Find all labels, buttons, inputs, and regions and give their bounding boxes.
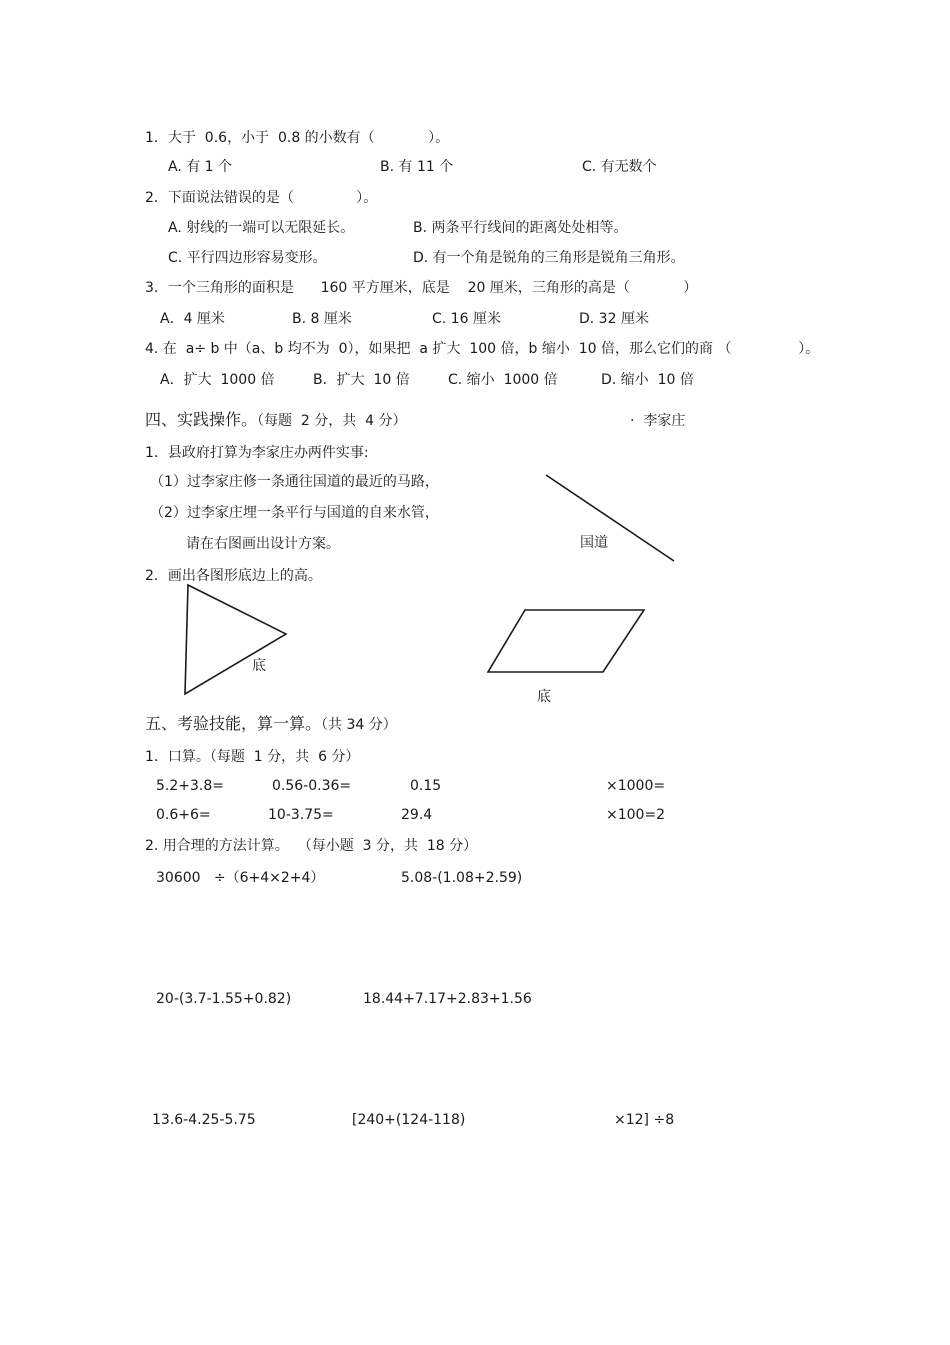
- q2-option-d: D. 有一个角是锐角的三角形是锐角三角形。: [413, 250, 685, 266]
- mental-math-item: 0.6+6=: [156, 807, 211, 823]
- part4-q1-intro: 1．县政府打算为李家庄办两件实事:: [145, 445, 369, 461]
- q3-option-d: D. 32 厘米: [579, 311, 649, 327]
- triangle-base-label: 底: [252, 658, 266, 674]
- part4-q1-instruction: 请在右图画出设计方案。: [186, 536, 340, 552]
- q1-option-c: C. 有无数个: [582, 159, 657, 175]
- mental-math-item: 29.4: [401, 807, 433, 823]
- part4-heading: [145, 410, 407, 431]
- calculation-item: 5.08-(1.08+2.59): [401, 870, 523, 886]
- part5-title: 五、考验技能，算一算。: [145, 714, 322, 733]
- national-road-line: [540, 470, 680, 566]
- q4-option-c: C. 缩小 1000 倍: [448, 372, 558, 388]
- q1-option-a: A. 有 1 个: [168, 159, 233, 175]
- part5-heading: [145, 714, 397, 735]
- part4-score: （每题 2 分，共 4 分）: [257, 413, 407, 429]
- q3-option-c: C. 16 厘米: [432, 311, 501, 327]
- q3-option-a: A．4 厘米: [160, 311, 225, 327]
- part4-title: 四、实践操作。: [145, 410, 258, 429]
- parallelogram-figure: [484, 604, 650, 678]
- part5-score: （共 34 分）: [321, 717, 397, 733]
- q1-option-b: B. 有 11 个: [380, 159, 454, 175]
- village-label: · 李家庄: [630, 413, 686, 429]
- calculation-item: 30600 ÷（6+4×2+4）: [156, 870, 325, 886]
- triangle-figure: [180, 580, 292, 700]
- mental-math-item: ×100=2: [606, 807, 666, 823]
- part5-q2-title: 2. 用合理的方法计算。 （每小题 3 分，共 18 分）: [145, 838, 478, 854]
- road-label: 国道: [580, 535, 608, 551]
- q3-option-b: B. 8 厘米: [292, 311, 352, 327]
- mental-math-item: 10-3.75=: [268, 807, 334, 823]
- mental-math-item: ×1000=: [606, 778, 666, 794]
- q1-stem: 1．大于 0.6，小于 0.8 的小数有（ ）。: [145, 130, 450, 146]
- calculation-item: 18.44+7.17+2.83+1.56: [363, 991, 532, 1007]
- q2-stem: 2．下面说法错误的是（ ）。: [145, 190, 378, 206]
- q2-option-b: B. 两条平行线间的距离处处相等。: [413, 220, 628, 236]
- calculation-item: 13.6-4.25-5.75: [152, 1112, 256, 1128]
- mental-math-item: 0.15: [410, 778, 442, 794]
- calculation-item: [240+(124-118): [352, 1112, 466, 1128]
- part5-q1-title: 1．口算。（每题 1 分，共 6 分）: [145, 749, 360, 765]
- mental-math-item: 0.56-0.36=: [272, 778, 352, 794]
- part4-q1-item1: （1）过李家庄修一条通往国道的最近的马路，: [150, 474, 439, 490]
- parallelogram-base-label: 底: [537, 689, 551, 705]
- calculation-item: 20-(3.7-1.55+0.82): [156, 991, 292, 1007]
- calculation-item: ×12] ÷8: [614, 1112, 675, 1128]
- part4-q1-item2: （2）过李家庄埋一条平行与国道的自来水管，: [150, 505, 439, 521]
- q4-option-a: A．扩大 1000 倍: [160, 372, 275, 388]
- mental-math-item: 5.2+3.8=: [156, 778, 224, 794]
- q3-stem: 3．一个三角形的面积是 160 平方厘米，底是 20 厘米，三角形的高是（ ）: [145, 280, 698, 296]
- q4-stem: 4. 在 a÷ b 中（a、b 均不为 0），如果把 a 扩大 100 倍，b 缩小 10 倍，那么它们的商 （ ）。: [145, 341, 820, 357]
- part4-q2-intro: 2．画出各图形底边上的高。: [145, 568, 322, 584]
- q4-option-b: B．扩大 10 倍: [313, 372, 410, 388]
- q2-option-c: C. 平行四边形容易变形。: [168, 250, 327, 266]
- q2-option-a: A. 射线的一端可以无限延长。: [168, 220, 355, 236]
- q4-option-d: D. 缩小 10 倍: [601, 372, 694, 388]
